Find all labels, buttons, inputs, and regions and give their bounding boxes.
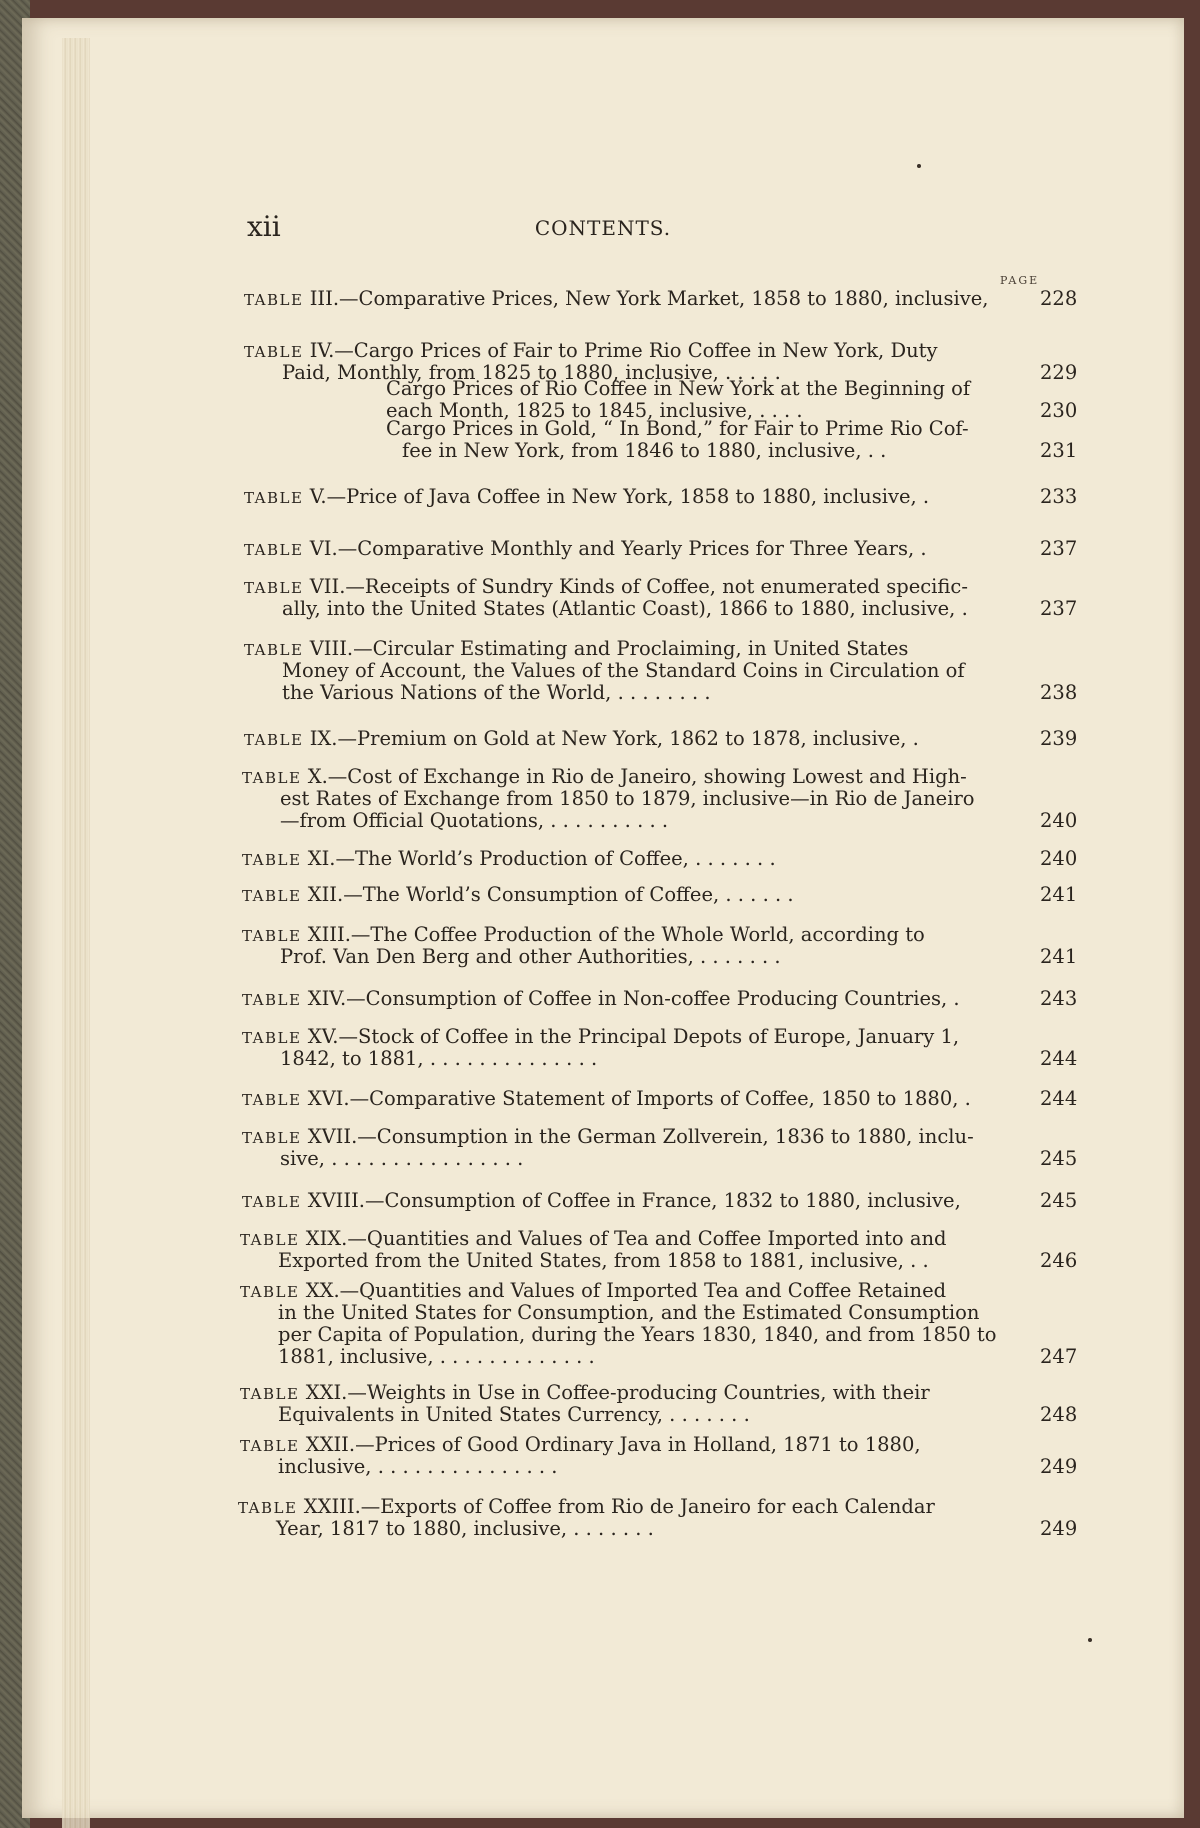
table-label: TABLE xyxy=(242,851,308,869)
entry-title: —from Official Quotations, . . . . . . . . . . xyxy=(280,809,669,832)
table-label: TABLE xyxy=(242,887,308,905)
entry-title: XVI.—Comparative Statement of Imports of Coffee, 1850 to 1880, . xyxy=(307,1087,971,1110)
page-number: 245 xyxy=(1040,1147,1078,1170)
table-label: TABLE xyxy=(242,1129,308,1147)
entry-title: in the United States for Consumption, and the Estimated Consumption xyxy=(278,1301,980,1324)
page-number: 247 xyxy=(1040,1345,1078,1368)
entry-title: Cargo Prices in Gold, “ In Bond,” for Fair to Prime Rio Cof- xyxy=(386,417,969,440)
entry-title: XV.—Stock of Coffee in the Principal Depots of Europe, January 1, xyxy=(307,1025,960,1048)
table-label: TABLE xyxy=(244,343,310,361)
entry-title: XX.—Quantities and Values of Imported Tea and Coffee Retained xyxy=(305,1279,947,1302)
entry-title: the Various Nations of the World, . . . . . . . . xyxy=(282,681,711,704)
entry-title: Exported from the United States, from 1858 to 1881, inclusive, . . xyxy=(278,1249,929,1272)
entry-title: XVIII.—Consumption of Coffee in France, 1832 to 1880, inclusive, xyxy=(307,1189,961,1212)
entry-title: XIV.—Consumption of Coffee in Non-coffee Producing Countries, . xyxy=(307,987,960,1010)
table-label: TABLE xyxy=(244,291,310,309)
page-number: 244 xyxy=(1040,1087,1078,1110)
page-column-label: PAGE xyxy=(1000,274,1040,287)
entry-title: each Month, 1825 to 1845, inclusive, . . . . xyxy=(386,399,803,422)
entry-title: fee in New York, from 1846 to 1880, inclusive, . . xyxy=(402,439,887,462)
running-head: CONTENTS. xyxy=(534,216,672,240)
entry-title: inclusive, . . . . . . . . . . . . . . . xyxy=(278,1455,558,1478)
entry-title: XXII.—Prices of Good Ordinary Java in Holland, 1871 to 1880, xyxy=(305,1433,921,1456)
entry-title: Prof. Van Den Berg and other Authorities, . . . . . . . xyxy=(280,945,781,968)
page-number: 238 xyxy=(1040,681,1078,704)
table-label: TABLE xyxy=(238,1499,304,1517)
table-label: TABLE xyxy=(244,489,310,507)
page-number: 243 xyxy=(1040,987,1078,1010)
entry-title: XIX.—Quantities and Values of Tea and Coffee Imported into and xyxy=(305,1227,947,1250)
page-number: 241 xyxy=(1040,945,1078,968)
entry-title: Year, 1817 to 1880, inclusive, . . . . . . . xyxy=(276,1517,654,1540)
table-label: TABLE xyxy=(244,641,310,659)
page-header xyxy=(22,210,1184,250)
page-number: 237 xyxy=(1040,597,1078,620)
page-number: 240 xyxy=(1040,847,1078,870)
page-number: 248 xyxy=(1040,1403,1078,1426)
entry-title: VIII.—Circular Estimating and Proclaiming, in United States xyxy=(309,637,909,660)
page-number: 233 xyxy=(1040,485,1078,508)
entry-title: V.—Price of Java Coffee in New York, 1858 to 1880, inclusive, . xyxy=(309,485,930,508)
page-number: 249 xyxy=(1040,1517,1078,1540)
entry-title: X.—Cost of Exchange in Rio de Janeiro, showing Lowest and High- xyxy=(307,765,967,788)
page-number: 249 xyxy=(1040,1455,1078,1478)
table-label: TABLE xyxy=(244,731,310,749)
entry-title: XXI.—Weights in Use in Coffee-producing Countries, with their xyxy=(305,1381,930,1404)
entry-title: III.—Comparative Prices, New York Market, 1858 to 1880, inclusive, xyxy=(309,287,989,310)
entry-title: Cargo Prices of Rio Coffee in New York at the Beginning of xyxy=(386,377,971,400)
entry-title: XXIII.—Exports of Coffee from Rio de Janeiro for each Calendar xyxy=(303,1495,935,1518)
entry-title: XI.—The World’s Production of Coffee, . . . . . . . xyxy=(307,847,776,870)
entry-title: sive, . . . . . . . . . . . . . . . . xyxy=(280,1147,524,1170)
table-label: TABLE xyxy=(240,1283,306,1301)
table-label: TABLE xyxy=(242,1029,308,1047)
page-number: 245 xyxy=(1040,1189,1078,1212)
entry-title: Paid, Monthly, from 1825 to 1880, inclusive, . . . . . xyxy=(282,361,781,384)
page-number: 246 xyxy=(1040,1249,1078,1272)
page-number: 237 xyxy=(1040,537,1078,560)
page-number: 244 xyxy=(1040,1047,1078,1070)
entry-title: per Capita of Population, during the Years 1830, 1840, and from 1850 to xyxy=(278,1323,997,1346)
page-folio: xii xyxy=(247,210,281,243)
entry-title: XVII.—Consumption in the German Zollverein, 1836 to 1880, inclu- xyxy=(307,1125,974,1148)
entry-title: 1881, inclusive, . . . . . . . . . . . . . xyxy=(278,1345,595,1368)
entry-title: XII.—The World’s Consumption of Coffee, . . . . . . xyxy=(307,883,794,906)
table-label: TABLE xyxy=(242,769,308,787)
table-label: TABLE xyxy=(242,927,308,945)
entry-title: 1842, to 1881, . . . . . . . . . . . . . . xyxy=(280,1047,598,1070)
page-number: 229 xyxy=(1040,361,1078,384)
table-label: TABLE xyxy=(242,1193,308,1211)
entry-title: ally, into the United States (Atlantic Coast), 1866 to 1880, inclusive, . xyxy=(282,597,968,620)
table-label: TABLE xyxy=(242,991,308,1009)
entry-title: IV.—Cargo Prices of Fair to Prime Rio Coffee in New York, Duty xyxy=(309,339,938,362)
entry-title: Equivalents in United States Currency, . . . . . . . xyxy=(278,1403,750,1426)
page-number: 240 xyxy=(1040,809,1078,832)
table-label: TABLE xyxy=(240,1385,306,1403)
table-label: TABLE xyxy=(240,1231,306,1249)
ink-speck xyxy=(917,164,921,168)
entry-title: VII.—Receipts of Sundry Kinds of Coffee, not enumerated specific- xyxy=(309,575,968,598)
page-number: 231 xyxy=(1040,439,1078,462)
table-label: TABLE xyxy=(240,1437,306,1455)
entry-title: XIII.—The Coffee Production of the Whole World, according to xyxy=(307,923,925,946)
entry-title: IX.—Premium on Gold at New York, 1862 to 1878, inclusive, . xyxy=(309,727,919,750)
page-number: 239 xyxy=(1040,727,1078,750)
page-number: 230 xyxy=(1040,399,1078,422)
page-number: 241 xyxy=(1040,883,1078,906)
entry-title: Money of Account, the Values of the Standard Coins in Circulation of xyxy=(282,659,965,682)
book-page xyxy=(22,18,1184,1818)
ink-speck xyxy=(1088,1638,1092,1642)
page-number: 228 xyxy=(1040,287,1078,310)
entry-title: VI.—Comparative Monthly and Yearly Prices for Three Years, . xyxy=(309,537,927,560)
table-label: TABLE xyxy=(242,1091,308,1109)
table-label: TABLE xyxy=(244,541,310,559)
table-label: TABLE xyxy=(244,579,310,597)
page-edges xyxy=(62,38,90,1828)
entry-title: est Rates of Exchange from 1850 to 1879, inclusive—in Rio de Janeiro xyxy=(280,787,975,810)
